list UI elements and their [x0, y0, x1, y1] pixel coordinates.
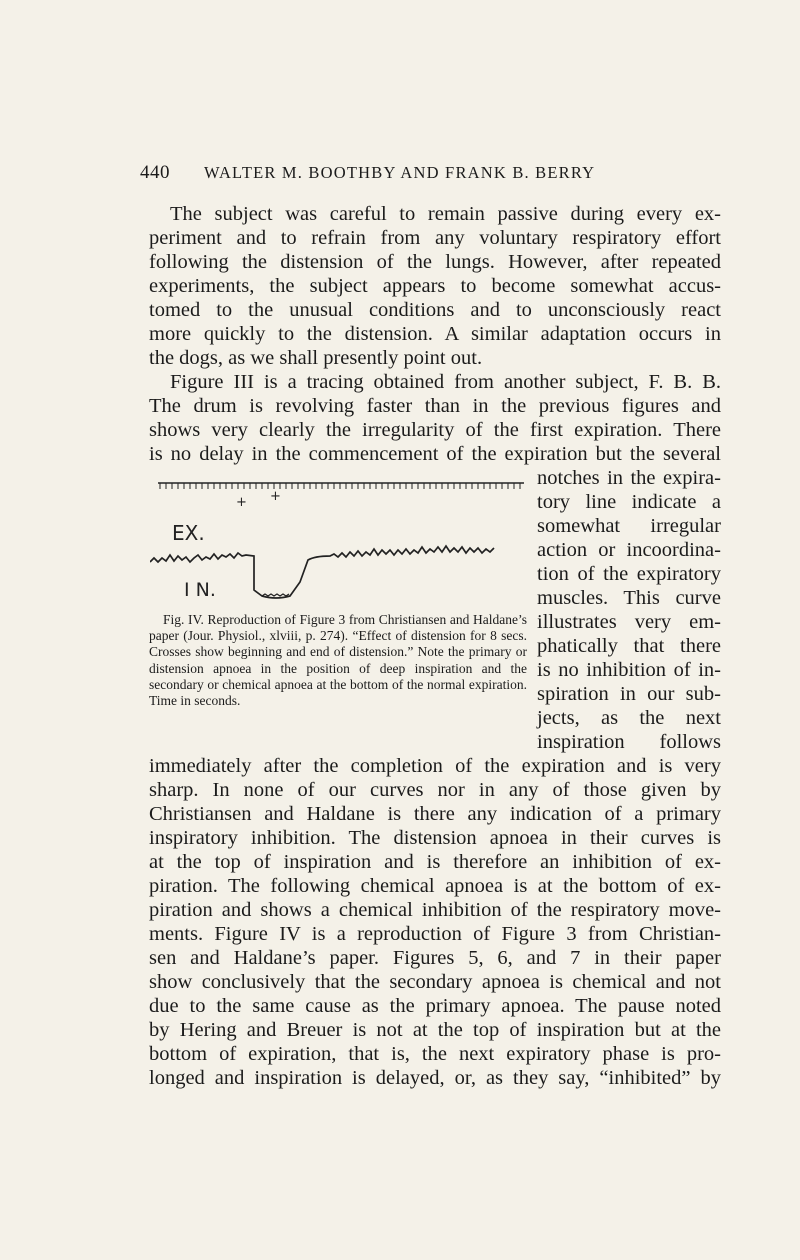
text-line: show conclusively that the secondary apnoea is chemical and not: [149, 971, 721, 993]
text-line: the dogs, as we shall presently point out.: [149, 347, 483, 369]
page-number: 440: [140, 162, 170, 183]
text-line: ments. Figure IV is a reproduction of Figure 3 from Christian-: [149, 923, 721, 945]
figure-caption: Fig. IV. Reproduction of Figure 3 from Christiansen and Haldane’s paper (Jour. Physiol., xlviii, p. 274). “Effect of distension for 8 secs. Crosses show beginning and end of distension.” Note the primary or distension apnoea in the position of deep inspiration and the secondary or chemical apnoea at the bottom of the normal expiration. Time in seconds.: [149, 612, 527, 709]
text-line: more quickly to the distension. A similar adaptation occurs in: [149, 323, 721, 345]
text-line: illustrates very em-: [537, 611, 721, 633]
text-line: is no delay in the commencement of the expiration but the several: [149, 443, 721, 465]
text-line: Figure III is a tracing obtained from another subject, F. B. B.: [170, 371, 721, 393]
text-line: periment and to refrain from any voluntary respiratory effort: [149, 227, 721, 249]
text-line: notches in the expira-: [537, 467, 721, 489]
time-ticks: [160, 483, 520, 489]
respiration-tracing-svg: [150, 470, 530, 605]
running-head: WALTER M. BOOTHBY AND FRANK B. BERRY: [204, 163, 596, 182]
text-line: spiration in our sub-: [537, 683, 721, 705]
text-line: inspiration follows: [537, 731, 721, 753]
respiration-curve-detail: [262, 594, 289, 596]
text-line: by Hering and Breuer is not at the top of inspiration but at the: [149, 1019, 721, 1041]
text-line: immediately after the completion of the expiration and is very: [149, 755, 721, 777]
text-line: piration. The following chemical apnoea is at the bottom of ex-: [149, 875, 721, 897]
figure-iv-tracing: [150, 470, 530, 605]
text-line: somewhat irregular: [537, 515, 721, 537]
text-line: experiments, the subject appears to become somewhat accus-: [149, 275, 721, 297]
text-line: longed and inspiration is delayed, or, as they say, “inhibited” by: [149, 1067, 721, 1089]
text-line: due to the same cause as the primary apnoea. The pause noted: [149, 995, 721, 1017]
text-line: The subject was careful to remain passive during every ex-: [170, 203, 721, 225]
text-line: sharp. In none of our curves nor in any of those given by: [149, 779, 721, 801]
text-line: tion of the expiratory: [537, 563, 721, 585]
text-line: phatically that there: [537, 635, 721, 657]
cross-marker-start: +: [236, 495, 247, 510]
text-line: tomed to the unusual conditions and to unconsciously react: [149, 299, 721, 321]
text-line: action or incoordina-: [537, 539, 721, 561]
text-line: Christiansen and Haldane is there any indication of a primary: [149, 803, 721, 825]
text-line: shows very clearly the irregularity of the first expiration. There: [149, 419, 721, 441]
text-line: piration and shows a chemical inhibition of the respiratory move-: [149, 899, 721, 921]
text-line: bottom of expiration, that is, the next expiratory phase is pro-: [149, 1043, 721, 1065]
text-line: tory line indicate a: [537, 491, 721, 513]
cross-marker-end: +: [270, 489, 281, 504]
text-line: jects, as the next: [537, 707, 721, 729]
text-line: at the top of inspiration and is therefore an inhibition of ex-: [149, 851, 721, 873]
label-ex: EX.: [172, 521, 205, 545]
text-line: muscles. This curve: [537, 587, 721, 609]
page-header: [140, 162, 725, 184]
text-line: following the distension of the lungs. However, after repeated: [149, 251, 721, 273]
text-line: is no inhibition of in-: [537, 659, 721, 681]
text-line: The drum is revolving faster than in the previous figures and: [149, 395, 721, 417]
text-line: sen and Haldane’s paper. Figures 5, 6, and 7 in their paper: [149, 947, 721, 969]
label-in: I N.: [184, 579, 216, 601]
text-line: inspiratory inhibition. The distension apnoea in their curves is: [149, 827, 721, 849]
